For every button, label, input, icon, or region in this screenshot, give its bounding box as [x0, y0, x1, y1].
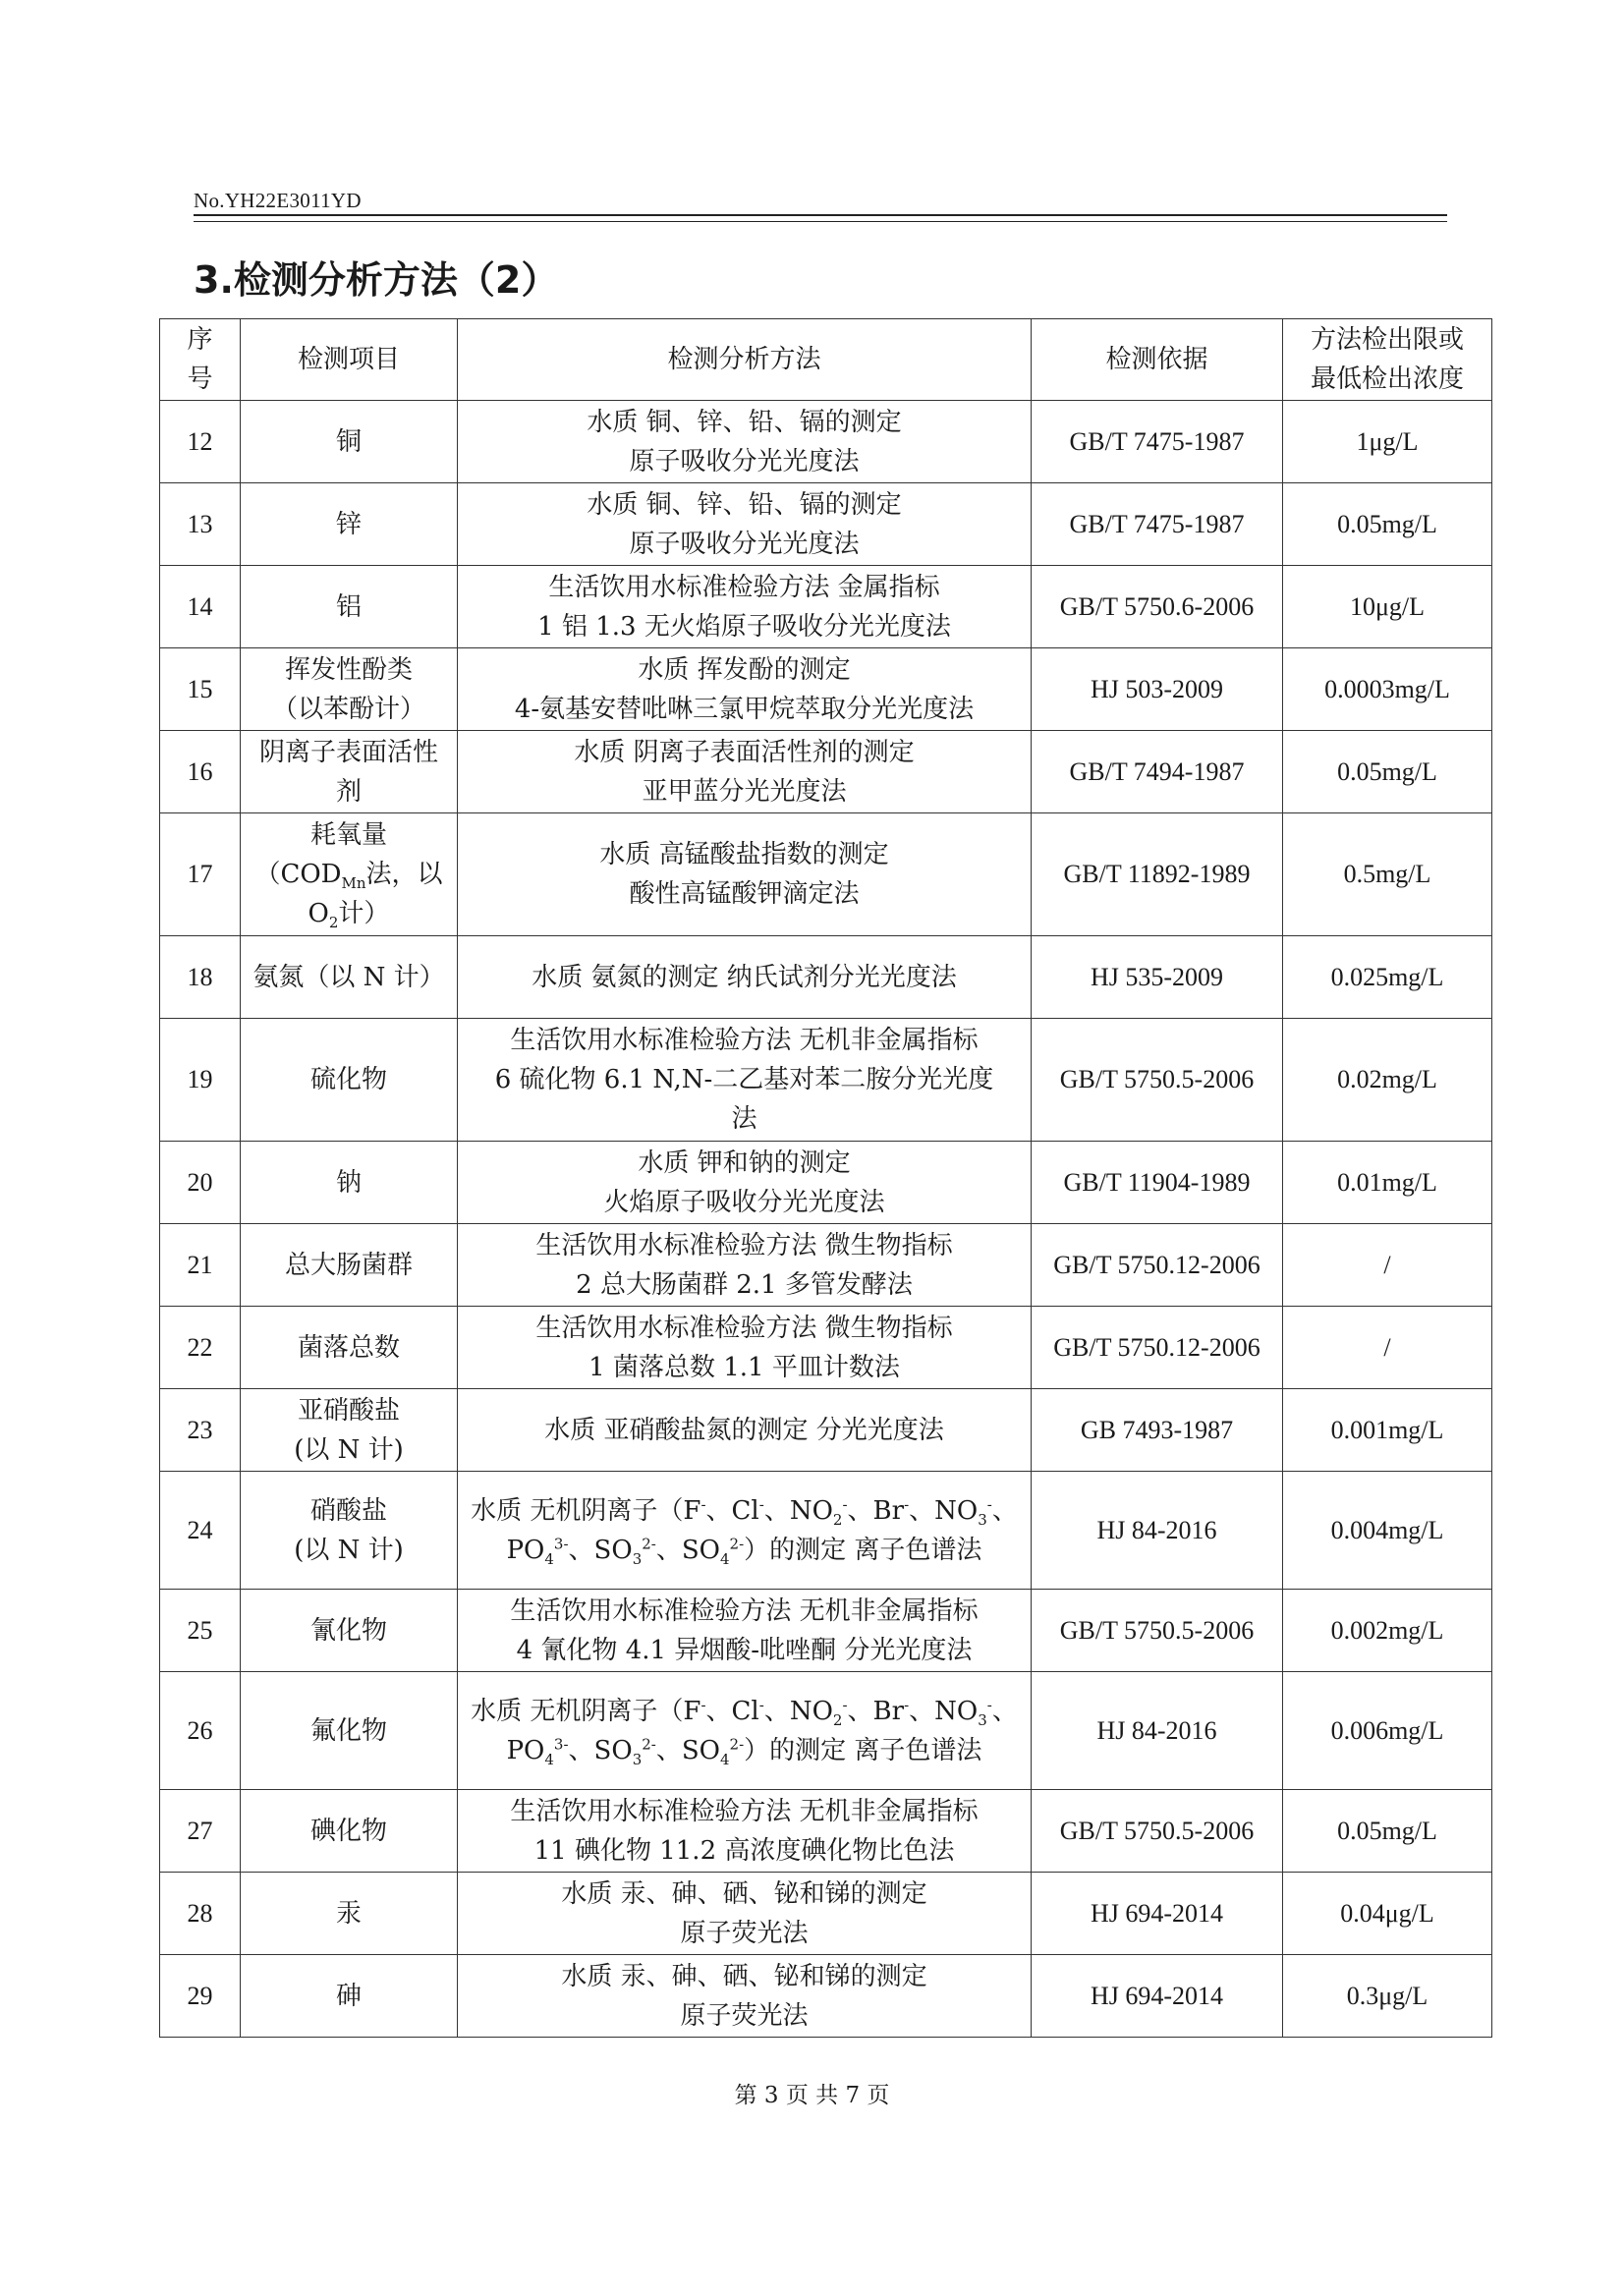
row-item: 氰化物	[241, 1590, 458, 1672]
row-method: 生活饮用水标准检验方法 无机非金属指标 6 硫化物 6.1 N,N-二乙基对苯二胺分光光度 法	[458, 1019, 1032, 1142]
header-rule-thin	[194, 221, 1447, 222]
row-seq: 15	[160, 648, 241, 731]
row-seq: 17	[160, 813, 241, 936]
table-row	[160, 401, 1492, 483]
table-row	[160, 1590, 1492, 1672]
table-row	[160, 483, 1492, 566]
row-seq: 27	[160, 1790, 241, 1873]
row-method: 水质 高锰酸盐指数的测定 酸性高锰酸钾滴定法	[458, 813, 1032, 936]
row-item: 挥发性酚类 （以苯酚计）	[241, 648, 458, 731]
row-limit: 1μg/L	[1283, 401, 1492, 483]
row-basis: HJ 503-2009	[1032, 648, 1283, 731]
row-method: 水质 铜、锌、铅、镉的测定 原子吸收分光光度法	[458, 483, 1032, 566]
row-method: 水质 无机阴离子（F-、Cl-、$NO_2^-$、Br-、$NO_3^-$、 $PO_4^{3-}$、$SO_3^{2-}$、$SO_4^{2-}$）的测定 离子色谱法	[458, 1472, 1032, 1590]
header-limit: 方法检出限或 最低检出浓度	[1283, 319, 1492, 401]
row-limit: 0.025mg/L	[1283, 936, 1492, 1019]
row-seq: 22	[160, 1307, 241, 1389]
row-seq: 16	[160, 731, 241, 813]
row-seq: 13	[160, 483, 241, 566]
section-title: 3.检测分析方法（2）	[194, 258, 559, 302]
row-item: 硫化物	[241, 1019, 458, 1142]
row-item: 硝酸盐 (以 N 计)	[241, 1472, 458, 1590]
page-number: 第 3 页 共 7 页	[734, 2083, 890, 2108]
row-method: 水质 阴离子表面活性剂的测定 亚甲蓝分光光度法	[458, 731, 1032, 813]
row-seq: 23	[160, 1389, 241, 1472]
row-seq: 28	[160, 1873, 241, 1955]
row-item: 耗氧量 （$COD_{Mn}$法，以 $O_2$计）	[241, 813, 458, 936]
row-basis: GB/T 5750.5-2006	[1032, 1590, 1283, 1672]
table-row	[160, 1790, 1492, 1873]
row-method: 生活饮用水标准检验方法 无机非金属指标 11 碘化物 11.2 高浓度碘化物比色法	[458, 1790, 1032, 1873]
row-item: 碘化物	[241, 1790, 458, 1873]
row-limit: 0.04μg/L	[1283, 1873, 1492, 1955]
row-item: 总大肠菌群	[241, 1224, 458, 1307]
row-basis: GB/T 5750.6-2006	[1032, 566, 1283, 648]
row-limit: 0.5mg/L	[1283, 813, 1492, 936]
row-limit: 0.002mg/L	[1283, 1590, 1492, 1672]
row-item: 菌落总数	[241, 1307, 458, 1389]
header-item: 检测项目	[241, 319, 458, 401]
row-seq: 20	[160, 1142, 241, 1224]
row-seq: 18	[160, 936, 241, 1019]
row-basis: HJ 694-2014	[1032, 1873, 1283, 1955]
header-seq: 序 号	[160, 319, 241, 401]
table-header-row	[160, 319, 1492, 401]
row-item: 氨氮（以 N 计）	[241, 936, 458, 1019]
row-item: 钠	[241, 1142, 458, 1224]
table-row	[160, 1955, 1492, 2038]
row-limit: /	[1283, 1307, 1492, 1389]
row-method: 水质 汞、砷、硒、铋和锑的测定 原子荧光法	[458, 1955, 1032, 2038]
row-seq: 21	[160, 1224, 241, 1307]
table-row	[160, 813, 1492, 936]
row-basis: GB/T 7475-1987	[1032, 483, 1283, 566]
row-limit: /	[1283, 1224, 1492, 1307]
row-basis: GB/T 5750.12-2006	[1032, 1224, 1283, 1307]
row-method: 水质 亚硝酸盐氮的测定 分光光度法	[458, 1389, 1032, 1472]
row-seq: 25	[160, 1590, 241, 1672]
row-basis: GB/T 7494-1987	[1032, 731, 1283, 813]
row-basis: HJ 84-2016	[1032, 1672, 1283, 1790]
row-limit: 0.02mg/L	[1283, 1019, 1492, 1142]
row-seq: 29	[160, 1955, 241, 2038]
row-limit: 0.001mg/L	[1283, 1389, 1492, 1472]
row-seq: 14	[160, 566, 241, 648]
row-limit: 10μg/L	[1283, 566, 1492, 648]
row-method: 生活饮用水标准检验方法 无机非金属指标 4 氰化物 4.1 异烟酸-吡唑酮 分光光度法	[458, 1590, 1032, 1672]
row-method: 水质 汞、砷、硒、铋和锑的测定 原子荧光法	[458, 1873, 1032, 1955]
row-limit: 0.01mg/L	[1283, 1142, 1492, 1224]
row-item: 阴离子表面活性 剂	[241, 731, 458, 813]
row-limit: 0.006mg/L	[1283, 1672, 1492, 1790]
row-item: 锌	[241, 483, 458, 566]
row-seq: 12	[160, 401, 241, 483]
table-row	[160, 566, 1492, 648]
table-row	[160, 1873, 1492, 1955]
row-basis: GB 7493-1987	[1032, 1389, 1283, 1472]
row-basis: GB/T 5750.12-2006	[1032, 1307, 1283, 1389]
table-row	[160, 1142, 1492, 1224]
row-basis: GB/T 11904-1989	[1032, 1142, 1283, 1224]
row-limit: 0.05mg/L	[1283, 731, 1492, 813]
row-limit: 0.3μg/L	[1283, 1955, 1492, 2038]
row-limit: 0.0003mg/L	[1283, 648, 1492, 731]
header-rule-thick	[194, 214, 1447, 216]
row-basis: GB/T 7475-1987	[1032, 401, 1283, 483]
table-row	[160, 648, 1492, 731]
row-method: 水质 钾和钠的测定 火焰原子吸收分光光度法	[458, 1142, 1032, 1224]
row-item: 亚硝酸盐 (以 N 计)	[241, 1389, 458, 1472]
row-method: 水质 无机阴离子（F-、Cl-、$NO_2^-$、Br-、$NO_3^-$、 $PO_4^{3-}$、$SO_3^{2-}$、$SO_4^{2-}$）的测定 离子色谱法	[458, 1672, 1032, 1790]
row-seq: 19	[160, 1019, 241, 1142]
table-row	[160, 1389, 1492, 1472]
row-item: 砷	[241, 1955, 458, 2038]
table-row	[160, 1019, 1492, 1142]
row-item: 氟化物	[241, 1672, 458, 1790]
row-method: 水质 氨氮的测定 纳氏试剂分光光度法	[458, 936, 1032, 1019]
table-row	[160, 1307, 1492, 1389]
row-seq: 24	[160, 1472, 241, 1590]
table-row	[160, 731, 1492, 813]
row-method: 生活饮用水标准检验方法 金属指标 1 铝 1.3 无火焰原子吸收分光光度法	[458, 566, 1032, 648]
table-row	[160, 1224, 1492, 1307]
report-number: No.YH22E3011YD	[194, 189, 362, 212]
row-limit: 0.05mg/L	[1283, 483, 1492, 566]
methods-table	[159, 318, 1492, 2038]
row-method: 生活饮用水标准检验方法 微生物指标 2 总大肠菌群 2.1 多管发酵法	[458, 1224, 1032, 1307]
row-method: 水质 挥发酚的测定 4-氨基安替吡啉三氯甲烷萃取分光光度法	[458, 648, 1032, 731]
table-row	[160, 1672, 1492, 1790]
header-method: 检测分析方法	[458, 319, 1032, 401]
row-basis: GB/T 5750.5-2006	[1032, 1019, 1283, 1142]
row-method: 水质 铜、锌、铅、镉的测定 原子吸收分光光度法	[458, 401, 1032, 483]
row-method: 生活饮用水标准检验方法 微生物指标 1 菌落总数 1.1 平皿计数法	[458, 1307, 1032, 1389]
row-basis: HJ 535-2009	[1032, 936, 1283, 1019]
row-item: 汞	[241, 1873, 458, 1955]
row-limit: 0.004mg/L	[1283, 1472, 1492, 1590]
row-basis: HJ 84-2016	[1032, 1472, 1283, 1590]
row-item: 铝	[241, 566, 458, 648]
row-item: 铜	[241, 401, 458, 483]
row-basis: GB/T 11892-1989	[1032, 813, 1283, 936]
table-row	[160, 1472, 1492, 1590]
row-seq: 26	[160, 1672, 241, 1790]
row-limit: 0.05mg/L	[1283, 1790, 1492, 1873]
table-row	[160, 936, 1492, 1019]
row-basis: GB/T 5750.5-2006	[1032, 1790, 1283, 1873]
header-basis: 检测依据	[1032, 319, 1283, 401]
row-basis: HJ 694-2014	[1032, 1955, 1283, 2038]
